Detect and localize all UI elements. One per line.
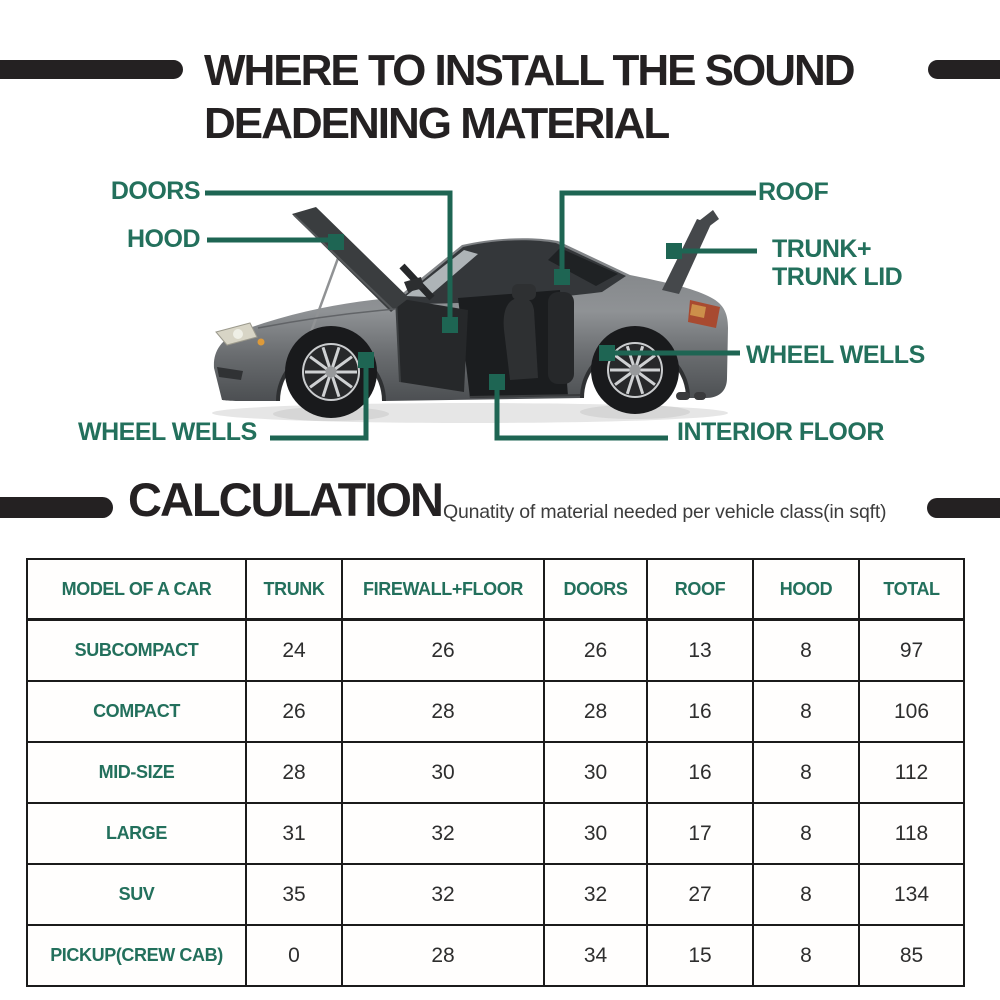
marker-hood — [328, 234, 344, 250]
marker-trunk — [666, 243, 682, 259]
table-row — [27, 803, 964, 864]
table-value-cell: 97 — [859, 620, 964, 682]
table-value-cell: 31 — [246, 803, 342, 864]
table-row — [27, 925, 964, 986]
table-value-cell: 26 — [544, 620, 647, 682]
table-value-cell: 32 — [544, 864, 647, 925]
table-value-cell: 35 — [246, 864, 342, 925]
table-value-cell: 118 — [859, 803, 964, 864]
table-header-cell: FIREWALL+FLOOR — [342, 559, 544, 620]
table-row — [27, 864, 964, 925]
table-value-cell: 26 — [246, 681, 342, 742]
headlight-lens — [233, 329, 243, 339]
table-value-cell: 13 — [647, 620, 753, 682]
table-value-cell: 34 — [544, 925, 647, 986]
label-trunk — [772, 235, 902, 291]
table-header-cell: TOTAL — [859, 559, 964, 620]
table-value-cell: 15 — [647, 925, 753, 986]
table-value-cell: 8 — [753, 681, 859, 742]
marker-wheel-wells-left — [358, 352, 374, 368]
table-value-cell: 28 — [246, 742, 342, 803]
marker-roof — [554, 269, 570, 285]
table-header-cell: HOOD — [753, 559, 859, 620]
rear-wheel — [591, 326, 679, 414]
page-title-line1: WHERE TO INSTALL THE SOUND — [204, 46, 854, 95]
label-trunk-line2: TRUNK LID — [772, 263, 903, 291]
exhaust-tip — [676, 392, 690, 400]
exhaust-tip — [694, 392, 706, 400]
top-right-bar — [928, 60, 1000, 79]
marker-doors — [442, 317, 458, 333]
table-model-cell: COMPACT — [27, 681, 246, 742]
table-model-cell: LARGE — [27, 803, 246, 864]
table-value-cell: 28 — [342, 925, 544, 986]
table-value-cell: 0 — [246, 925, 342, 986]
table-value-cell: 134 — [859, 864, 964, 925]
label-wheel-wells-right: WHEEL WELLS — [746, 341, 925, 369]
label-doors: DOORS — [110, 177, 200, 205]
table-value-cell: 8 — [753, 803, 859, 864]
table-value-cell: 8 — [753, 864, 859, 925]
top-left-bar — [0, 60, 183, 79]
table-value-cell: 17 — [647, 803, 753, 864]
front-wheel — [285, 326, 377, 418]
table-header-cell: TRUNK — [246, 559, 342, 620]
table-row — [27, 742, 964, 803]
table-header-cell: DOORS — [544, 559, 647, 620]
page-title-line2: DEADENING MATERIAL — [204, 99, 669, 148]
table-value-cell: 26 — [342, 620, 544, 682]
open-hood — [292, 207, 409, 312]
table-value-cell: 16 — [647, 681, 753, 742]
car-seat-rear — [548, 292, 574, 384]
calculation-subtitle: Qunatity of material needed per vehicle class(in sqft) — [443, 501, 887, 523]
label-roof: ROOF — [758, 178, 829, 206]
table-value-cell: 112 — [859, 742, 964, 803]
table-value-cell: 28 — [342, 681, 544, 742]
table-value-cell: 32 — [342, 864, 544, 925]
seat-headrest — [512, 284, 536, 300]
table-header-cell: ROOF — [647, 559, 753, 620]
table-row — [27, 681, 964, 742]
label-interior-floor: INTERIOR FLOOR — [677, 418, 884, 446]
calc-left-bar — [0, 497, 113, 518]
marker-wheel-wells-right — [599, 345, 615, 361]
label-hood: HOOD — [127, 225, 200, 253]
table-value-cell: 24 — [246, 620, 342, 682]
table-header-cell: MODEL OF A CAR — [27, 559, 246, 620]
table-model-cell: PICKUP(CREW CAB) — [27, 925, 246, 986]
open-door — [396, 298, 468, 392]
label-wheel-wells-left: WHEEL WELLS — [78, 418, 257, 446]
table-value-cell: 16 — [647, 742, 753, 803]
table-model-cell: SUV — [27, 864, 246, 925]
table-value-cell: 8 — [753, 620, 859, 682]
hood-edge-highlight — [294, 215, 393, 310]
calculation-table — [26, 558, 965, 987]
table-model-cell: MID-SIZE — [27, 742, 246, 803]
table-value-cell: 30 — [342, 742, 544, 803]
table-value-cell: 27 — [647, 864, 753, 925]
page-title — [204, 44, 854, 150]
table-value-cell: 32 — [342, 803, 544, 864]
table-value-cell: 30 — [544, 803, 647, 864]
table-row — [27, 620, 964, 682]
table-value-cell: 28 — [544, 681, 647, 742]
calculation-heading: CALCULATION — [128, 473, 442, 526]
calc-right-bar — [927, 498, 1000, 518]
table-value-cell: 8 — [753, 925, 859, 986]
marker-interior-floor — [489, 374, 505, 390]
table-value-cell: 8 — [753, 742, 859, 803]
table-value-cell: 106 — [859, 681, 964, 742]
label-trunk-line1: TRUNK+ — [772, 235, 872, 263]
table-value-cell: 85 — [859, 925, 964, 986]
table-model-cell: SUBCOMPACT — [27, 620, 246, 682]
table-value-cell: 30 — [544, 742, 647, 803]
car-seat-front — [504, 298, 538, 380]
table-header-row — [27, 559, 964, 620]
amber-marker-light — [258, 339, 265, 346]
